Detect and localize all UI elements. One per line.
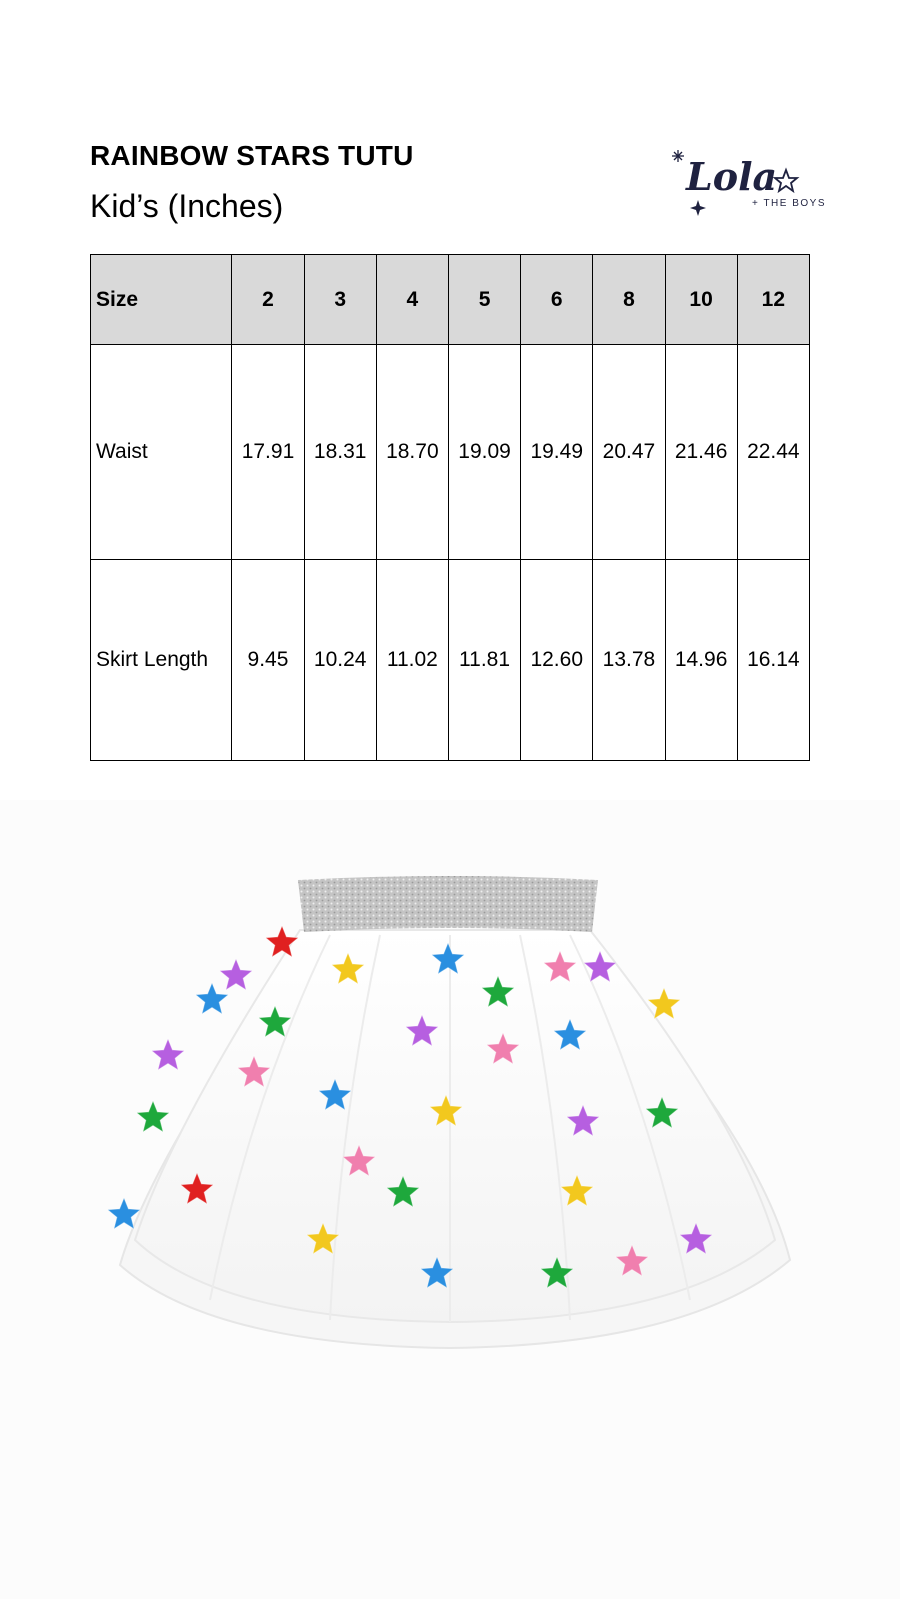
product-title: RAINBOW STARS TUTU — [90, 140, 414, 171]
size-chart-subtitle: Kid’s (Inches) — [90, 188, 284, 224]
waist-value: 21.46 — [665, 345, 737, 560]
skirt-length-row — [91, 560, 810, 761]
size-header-label: Size — [91, 255, 232, 345]
waist-value: 22.44 — [737, 345, 809, 560]
size-header-cell: 8 — [593, 255, 665, 345]
skirt-length-value: 16.14 — [737, 560, 809, 761]
waist-value: 17.91 — [232, 345, 304, 560]
skirt-length-value: 13.78 — [593, 560, 665, 761]
waist-value: 19.49 — [521, 345, 593, 560]
rainbow-star-tutu-skirt-image — [0, 800, 900, 1599]
waist-label: Waist — [91, 345, 232, 560]
waist-value: 18.31 — [304, 345, 376, 560]
size-header-cell: 6 — [521, 255, 593, 345]
size-chart-table — [90, 254, 810, 761]
sequin-star-icon — [196, 983, 228, 1014]
sequin-star-icon — [152, 1039, 184, 1070]
size-header-row — [91, 255, 810, 345]
size-header-cell: 2 — [232, 255, 304, 345]
logo-tagline-text: + THE BOYS — [752, 198, 827, 209]
waist-value: 18.70 — [376, 345, 448, 560]
waist-row — [91, 345, 810, 560]
size-header-cell: 4 — [376, 255, 448, 345]
sequin-star-icon — [137, 1101, 169, 1132]
skirt-length-value: 9.45 — [232, 560, 304, 761]
skirt-length-value: 14.96 — [665, 560, 737, 761]
waist-value: 19.09 — [448, 345, 520, 560]
logo-brand-text: Lola — [686, 154, 778, 199]
waist-value: 20.47 — [593, 345, 665, 560]
size-header-cell: 12 — [737, 255, 809, 345]
skirt-length-value: 12.60 — [521, 560, 593, 761]
brand-logo — [672, 140, 827, 220]
lola-logo-icon — [672, 140, 827, 220]
size-header-cell: 3 — [304, 255, 376, 345]
sequin-star-icon — [220, 959, 252, 990]
skirt-length-value: 11.02 — [376, 560, 448, 761]
size-header-cell: 5 — [448, 255, 520, 345]
skirt-length-value: 10.24 — [304, 560, 376, 761]
skirt-length-label: Skirt Length — [91, 560, 232, 761]
skirt-length-value: 11.81 — [448, 560, 520, 761]
product-image — [0, 800, 900, 1599]
size-header-cell: 10 — [665, 255, 737, 345]
